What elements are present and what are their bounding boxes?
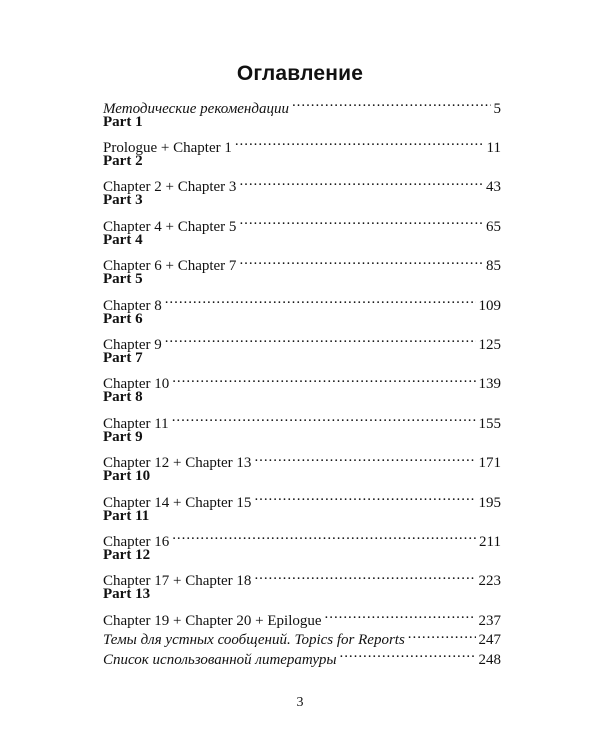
toc-entry-title: Chapter 6 + Chapter 7 — [103, 258, 237, 275]
toc-entry-page: 125 — [478, 336, 501, 353]
toc-entry-page: 139 — [478, 376, 501, 393]
dot-leader — [325, 605, 476, 625]
dot-leader — [254, 448, 475, 468]
toc-entry[interactable] — [103, 211, 501, 235]
toc-entry-page: 171 — [478, 455, 501, 472]
toc-entry-title: Список использованной литературы — [103, 651, 337, 668]
part-heading: Part 12 — [103, 546, 151, 563]
toc-entry-title: Chapter 9 — [103, 336, 162, 353]
toc-entry-title: Методические рекомендации — [103, 100, 289, 117]
page-number: 3 — [296, 695, 304, 710]
toc-entry-intro[interactable] — [103, 93, 501, 117]
toc-entry-page: 155 — [478, 415, 501, 432]
toc-entry-title: Chapter 14 + Chapter 15 — [103, 494, 252, 511]
dot-leader — [239, 211, 483, 231]
toc-entry-title: Chapter 11 — [103, 415, 169, 432]
part-heading: Part 10 — [103, 468, 151, 485]
toc-entry-title: Prologue + Chapter 1 — [103, 139, 232, 156]
toc-entry-page: 5 — [493, 100, 501, 117]
toc-entry-page: 223 — [478, 573, 501, 590]
toc-entry[interactable] — [103, 526, 501, 550]
toc-entry[interactable] — [103, 132, 501, 156]
toc-entry-page: 85 — [486, 258, 501, 275]
dot-leader — [408, 625, 476, 645]
dot-leader — [165, 329, 476, 349]
dot-leader — [340, 644, 476, 664]
toc-entry[interactable] — [103, 408, 501, 432]
toc-entry-title: Chapter 4 + Chapter 5 — [103, 218, 237, 235]
toc-entry[interactable] — [103, 251, 501, 275]
toc-entry[interactable] — [103, 448, 501, 472]
toc-entry-title: Chapter 10 — [103, 376, 170, 393]
toc-entry-page: 11 — [486, 139, 501, 156]
dot-leader — [172, 369, 475, 389]
toc-entry-page: 211 — [479, 533, 501, 550]
toc-entry-page: 195 — [478, 494, 501, 511]
part-heading: Part 4 — [103, 231, 143, 248]
dot-leader — [165, 290, 476, 310]
toc-entry-title: Темы для устных сообщений. Topics for Reports — [103, 632, 405, 649]
part-heading: Part 7 — [103, 349, 143, 366]
toc-entry-page: 248 — [478, 651, 501, 668]
toc-entry-page: 65 — [486, 218, 501, 235]
toc-entry-page: 43 — [486, 179, 501, 196]
dot-leader — [254, 566, 475, 586]
toc-entry[interactable] — [103, 369, 501, 393]
toc-entry[interactable] — [103, 566, 501, 590]
table-of-contents — [103, 93, 501, 668]
toc-entry[interactable] — [103, 605, 501, 629]
toc-entry[interactable] — [103, 487, 501, 511]
dot-leader — [235, 132, 484, 152]
dot-leader — [239, 251, 483, 271]
part-heading: Part 5 — [103, 271, 143, 288]
part-heading: Part 2 — [103, 152, 143, 169]
part-heading: Part 13 — [103, 586, 151, 603]
toc-entry-title: Chapter 8 — [103, 297, 162, 314]
toc-entry-title: Chapter 17 + Chapter 18 — [103, 573, 252, 590]
part-heading: Part 3 — [103, 192, 143, 209]
part-heading: Part 11 — [103, 507, 150, 524]
page-title: Оглавление — [236, 62, 364, 85]
toc-entry-title: Chapter 19 + Chapter 20 + Epilogue — [103, 612, 322, 629]
toc-entry-page: 237 — [478, 612, 501, 629]
part-heading: Part 6 — [103, 310, 143, 327]
dot-leader — [254, 487, 475, 507]
toc-entry-title: Chapter 16 — [103, 533, 170, 550]
part-heading: Part 8 — [103, 389, 143, 406]
toc-entry[interactable] — [103, 172, 501, 196]
toc-entry[interactable] — [103, 329, 501, 353]
part-heading: Part 9 — [103, 428, 143, 445]
dot-leader — [239, 172, 483, 192]
toc-entry-title: Chapter 2 + Chapter 3 — [103, 179, 237, 196]
toc-entry-page: 109 — [478, 297, 501, 314]
toc-entry-title: Chapter 12 + Chapter 13 — [103, 455, 252, 472]
dot-leader — [172, 408, 476, 428]
part-heading: Part 1 — [103, 113, 143, 130]
toc-entry-page: 247 — [478, 632, 501, 649]
dot-leader — [172, 526, 476, 546]
dot-leader — [292, 93, 491, 113]
toc-entry[interactable] — [103, 290, 501, 314]
